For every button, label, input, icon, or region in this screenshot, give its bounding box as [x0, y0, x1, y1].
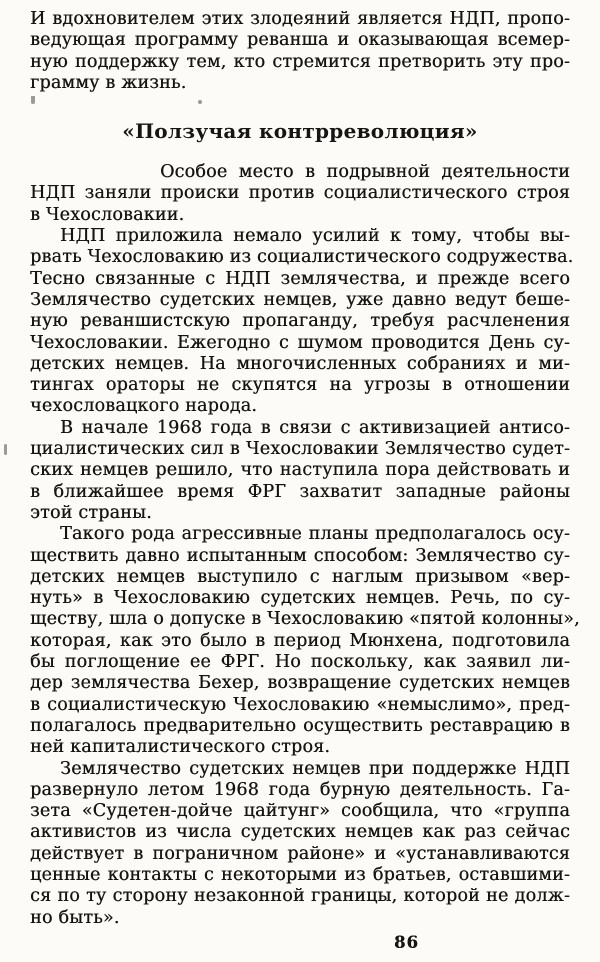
page-text-block [30, 9, 580, 929]
text-line: ную поддержку тем, кто стремится претворить эту про- [30, 51, 570, 72]
text-line: в социалистическую Чехословакию «немыслимо», пред- [30, 694, 570, 715]
text-line: активистов из числа судетских немцев как раз сейчас [30, 822, 570, 843]
scan-speck [31, 96, 35, 104]
text-line: полагалось предварительно осуществить реставрацию в [30, 715, 570, 736]
text-line: ценные контакты с некоторыми из братьев, оставшими- [30, 864, 570, 885]
text-line: ся по ту сторону незаконной границы, которой не долж- [30, 886, 570, 907]
text-line: грамму в жизнь. [30, 72, 187, 93]
text-line: ней капиталистического строя. [30, 737, 331, 758]
text-line: в Чехословакии. [30, 204, 185, 225]
text-line: ществу, шла о допуске в Чехословакию «пятой колонны», [30, 609, 580, 630]
text-line: тингах ораторы не скупятся на угрозы в отношении [30, 375, 570, 396]
text-line: Такого рода агрессивные планы предполагалось осу- [60, 524, 570, 545]
text-line: чехословацкого народа. [30, 396, 258, 417]
text-line: Землячество судетских немцев при поддержке НДП [60, 758, 570, 779]
text-line: Чехословакии. Ежегодно с шумом проводится День су- [30, 332, 570, 353]
scan-speck [198, 100, 202, 104]
text-line: ведующая программу реванша и оказывающая всемер- [30, 30, 570, 51]
text-line: дер землячества Бехер, возвращение судетских немцев [30, 673, 570, 694]
text-line: Землячество судетских немцев, уже давно ведут беше- [30, 289, 570, 310]
text-line: И вдохновителем этих злодеяний является НДП, пропо- [30, 9, 570, 29]
section-heading: «Ползучая контрреволюция» [122, 119, 478, 144]
text-line: рвать Чехословакию из социалистического содружества. [30, 247, 574, 268]
text-line: детских немцев выступило с наглым призывом «вер- [30, 566, 570, 587]
text-line: циалистических сил в Чехословакии Землячество судет- [30, 439, 570, 460]
text-line: В начале 1968 года в связи с активизацией антисо- [60, 417, 570, 438]
page-number: 86 [394, 933, 419, 952]
scan-speck [4, 444, 7, 455]
text-line: которая, как это было в период Мюнхена, подготовила [30, 630, 570, 651]
text-line: ную реваншистскую пропаганду, требуя расчленения [30, 311, 570, 332]
text-line: действует в пограничном районе» и «устанавливаются [30, 843, 570, 864]
text-line: зета «Судетен-дойче цайтунг» сообщила, что «группа [30, 801, 570, 822]
text-line: в ближайшее время ФРГ захватит западные районы [30, 481, 570, 502]
text-line: НДП заняли происки против социалистического строя [30, 183, 570, 204]
text-line: этой страны. [30, 502, 152, 523]
text-line: НДП приложила немало усилий к тому, чтобы вы- [60, 226, 570, 247]
text-line: ществить давно испытанным способом: Землячество су- [30, 545, 570, 566]
text-line: развернуло летом 1968 года бурную деятельность. Га- [30, 779, 570, 800]
text-line: детских немцев. На многочисленных собраниях и ми- [30, 353, 570, 374]
text-line: Тесно связанные с НДП землячества, и прежде всего [30, 268, 570, 289]
text-line: нуть» в Чехословакию судетских немцев. Речь, по су- [30, 588, 570, 609]
text-line: бы поглощение ее ФРГ. Но поскольку, как заявил ли- [30, 652, 570, 673]
text-line: ских немцев решило, что наступила пора действовать и [30, 460, 570, 481]
text-line: Особое место в подрывной деятельности [160, 162, 570, 183]
text-line: но быть». [30, 907, 120, 928]
